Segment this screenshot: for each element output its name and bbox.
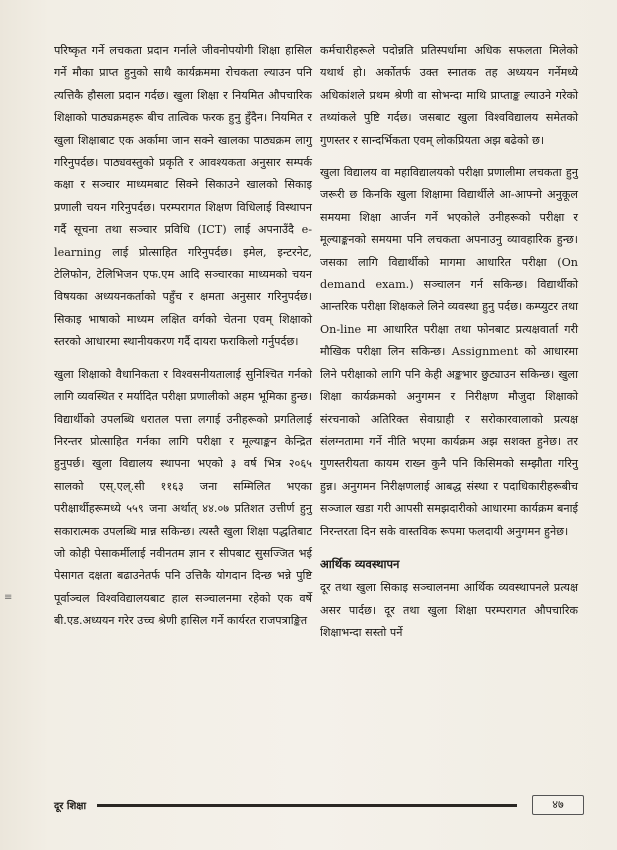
section-heading: आर्थिक व्यवस्थापन: [320, 556, 400, 571]
right-paragraph-2: खुला विद्यालय वा महाविद्यालयको परीक्षा प्रणालीमा लचकता हुनु जरूरी छ किनकि खुला शिक्षामा विद्यार्थीले आ-आफ्नो अनुकूल समयमा शिक्षा आर्जन गर्ने भएकोले उनीहरूको परीक्षा र मूल्याङ्कनको समयमा पनि लचकता अपनाउनु व्यावहारिक हुन्छ। जसका लागि विद्यार्थीको मागमा आधारित परीक्षा (On demand exam.) सञ्चालन गर्न सकिन्छ। विद्यार्थीको आन्तरिक परीक्षा शिक्षकले लिने व्यवस्था हुनु पर्दछ। कम्प्युटर तथा On-line मा आधारित परीक्षा तथा फोनबाट प्रत्यक्षवार्ता गरी मौखिक परीक्षा लिन सकिन्छ। Assignment को आधारमा लिने परीक्षाको लागि पनि केही अङ्कभार छुट्याउन सकिन्छ। खुला शिक्षा कार्यक्रमको अनुगमन र निरीक्षण मौजुदा शिक्षाको संरचनाको अतिरिक्त सेवाग्राही र सरोकारवालाको प्रत्यक्ष संलग्नतामा गर्ने नीति भएमा कार्यक्रम अझ सशक्त हुनेछ। तर गुणस्तरीयता कायम राख्न कुनै पनि किसिमको सम्झौता गरिनु हुन्न। अनुगमन निरीक्षणलाई आबद्ध संस्था र पदाधिकारीहरूबीच सञ्जाल खडा गरी आपसी समझदारीको आधारमा कार्यक्रम बनाई निरन्तरता दिन सके वास्तविक रूपमा फलदायी अनुगमन हुनेछ।: [320, 166, 578, 538]
left-paragraph-1: परिष्कृत गर्ने लचकता प्रदान गर्नाले जीवनोपयोगी शिक्षा हासिल गर्ने मौका प्राप्त हुनुको साथै कार्यक्रममा रोचकता ल्याउन पनि त्यत्तिकै हौसला प्रदान गर्दछ। खुला शिक्षा र नियमित औपचारिक शिक्षाको पाठ्यक्रमहरू बीच तात्विक फरक हुनु हुँदैन। नियमित र खुला शिक्षाबाट एक अर्कामा जान सक्ने खालका पाठ्यक्रम लागु गरिनुपर्दछ। पाठ्यवस्तुको प्रकृति र आवश्यकता अनुसार सम्पर्क कक्षा र सञ्चार माध्यमबाट सिक्ने सिकाउने खालको सिकाइ प्रणाली चयन गरिनुपर्दछ। परम्परागत शिक्षण विधिलाई विस्थापन गर्दै सूचना तथा सञ्चार प्रविधि (ICT) लाई अपनाउँदै e-learning लाई प्रोत्साहित गरिनुपर्दछ। इमेल, इन्टरनेट, टेलिफोन, टेलिभिजन एफ.एम आदि सञ्चारका माध्यमको चयन विषयका अध्ययनकर्ताको पहुँच र क्षमता अनुसार गरिनुपर्दछ। सिकाइ भाषाको माध्यम लक्षित वर्गको चेतना एवम् शिक्षाको स्तरको आधारमा स्थानीयकरण गर्दै दायरा फराकिलो गर्नुपर्दछ।: [54, 44, 312, 349]
right-column: [320, 40, 578, 655]
right-paragraph-3: दूर तथा खुला सिकाइ सञ्चालनमा आर्थिक व्यवस्थापनले प्रत्यक्ष असर पार्दछ। दूर तथा खुला शिक्षा परम्परागत औपचारिक शिक्षाभन्दा सस्तो पर्ने: [320, 581, 578, 640]
footer-journal-name: दूर शिक्षा: [54, 801, 87, 812]
right-paragraph-1: कर्मचारीहरूले पदोन्नति प्रतिस्पर्धामा अधिक सफलता मिलेको यथार्थ हो। अर्कोतर्फ उक्त स्नातक तह अध्ययन गर्नेमध्ये अधिकांशले प्रथम श्रेणी वा सोभन्दा माथि प्राप्ताङ्क ल्याउने गरेको तथ्यांकले पुष्टि गर्दछ। जसबाट खुला विश्वविद्यालय समेतको गुणस्तर र सान्दर्भिकता एवम् लोकप्रियता अझ बढेको छ।: [320, 44, 578, 147]
page-number: ४७: [532, 795, 584, 815]
left-paragraph-2: खुला शिक्षाको वैधानिकता र विश्वसनीयतालाई सुनिश्चित गर्नको लागि व्यवस्थित र मर्यादित परीक्षा प्रणालीको अहम भूमिका हुन्छ। विद्यार्थीको उपलब्धि धरातल पत्ता लगाई उनीहरूको प्रगतिलाई निरन्तर प्रोत्साहित गर्नका लागि परीक्षा र मूल्याङ्कन केन्द्रित हुनुपर्छ। खुला विद्यालय स्थापना भएको ३ वर्ष भित्र २०६५ सालको एस्.एल्.सी ११६३ जना सम्मिलित भएका परीक्षार्थीहरूमध्ये ५५९ जना अर्थात् ४४.०७ प्रतिशत उत्तीर्ण हुनु सकारात्मक उपलब्धि मान्न सकिन्छ। त्यस्तै खुला शिक्षा पद्धतिबाट जो कोही पेसाकर्मीलाई नवीनतम ज्ञान र सीपबाट सुसज्जित भई पेसागत दक्षता बढाउनेतर्फ पनि उत्तिकै योगदान दिन्छ भन्ने पुष्टि पूर्वाञ्चल विश्वविद्यालयबाट हाल सञ्चालनमा रहेको एक वर्षे बी.एड.अध्ययन गरेर उच्च श्रेणी हासिल गर्ने कार्यरत राजपत्राङ्कित: [54, 367, 312, 628]
left-column: [54, 40, 312, 643]
footer-rule: [97, 804, 517, 807]
margin-mark: ≡: [4, 592, 13, 603]
